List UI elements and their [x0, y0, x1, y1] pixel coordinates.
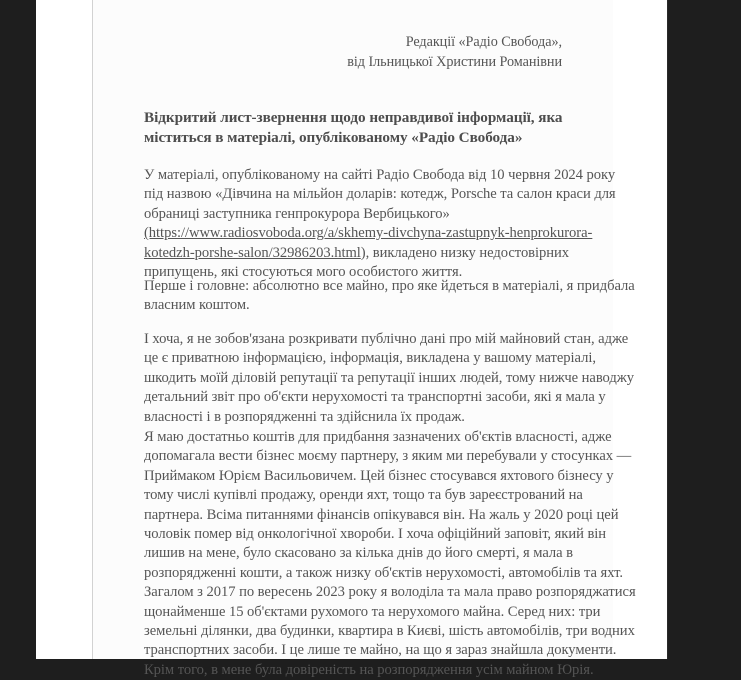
- paragraph-3: [144, 330, 635, 427]
- addressee-line-2: від Ільницької Христини Романівни: [347, 54, 562, 70]
- article-link-part-2[interactable]: kotedzh-porshe-salon/32986203.html: [144, 244, 361, 261]
- letter-title: [144, 108, 594, 149]
- title-line-2: міститься в матеріалі, опублікованому «Радіо Свобода»: [144, 129, 523, 147]
- viewer-left-margin: [0, 0, 36, 659]
- paragraph-line: Крім того, в мене була довіреність на розпорядження усім майном Юрія.: [144, 661, 594, 678]
- paragraph-line: земельні ділянки, два будинки, квартира в Києві, шість автомобілів, три водних: [144, 623, 635, 640]
- paragraph-line: [144, 244, 599, 263]
- paragraph-line: допомагала вести бізнес моєму партнеру, з яким ми перебували у стосунках —: [144, 448, 632, 465]
- paragraph-line: транспортних засоби. І це лише те майно, на що я зараз знайшла документи.: [144, 642, 617, 659]
- paragraph-line: партнера. Всіма питаннями фінансів опікувався він. На жаль у 2020 році цей: [144, 506, 619, 523]
- paragraph-line: власності і в розпорядженні та здійснила їх продаж.: [144, 408, 465, 425]
- paragraph-line: Загалом з 2017 по вересень 2023 року я володіла та мала право розпоряджатися: [144, 584, 636, 601]
- paragraph-line: власним коштом.: [144, 297, 250, 314]
- paragraph-line: У матеріалі, опублікованому на сайті Радіо Свобода від 10 червня 2024 року: [144, 167, 616, 183]
- paragraph-line: [144, 224, 599, 243]
- paragraph-2: [144, 277, 635, 316]
- paragraph-line: Я маю достатньо коштів для придбання зазначених об'єктів власності, адже: [144, 429, 612, 445]
- paragraph-line: це є приватною інформацією, інформація, викладена у вашому матеріалі,: [144, 350, 596, 367]
- paragraph-line: розпорядженні кошти, а також низку об'єктів нерухомості, автомобілів та яхт.: [144, 564, 623, 581]
- paragraph-4: [144, 428, 636, 680]
- document-page: [36, 0, 667, 678]
- paragraph-line: щонайменше 15 об'єктами рухомого та нерухомого майна. Серед них: три: [144, 603, 601, 620]
- paragraph-line: припущень, які стосуються мого особистого життя.: [144, 264, 463, 281]
- paragraph-line: детальний звіт про об'єкти нерухомості та транспортні засоби, які я мала у: [144, 389, 606, 406]
- paragraph-line: обраниці заступника генпрокурора Вербицького»: [144, 205, 450, 222]
- title-line-1: Відкритий лист-звернення щодо неправдивої інформації, яка: [144, 109, 563, 126]
- viewer-right-margin: [667, 0, 741, 659]
- paragraph-line: І хоча, я не зобов'язана розкривати публічно дані про мій майновий стан, адже: [144, 331, 629, 347]
- paragraph-line: Перше і головне: абсолютно все майно, про яке йдеться в матеріалі, я придбала: [144, 278, 635, 294]
- paragraph-line: лишив на мене, було скасовано за кілька днів до його смерті, я мала в: [144, 545, 574, 562]
- article-link-part-1[interactable]: (https://www.radiosvoboda.org/a/skhemy-divchyna-zastupnyk-henprokurora-: [144, 225, 593, 242]
- after-link-text: ), викладено низку недостовірних: [360, 244, 570, 261]
- paragraph-line: тому числі купівлі продажу, оренди яхт, тощо та був зареєстрований на: [144, 487, 583, 504]
- addressee-line-1: Редакції «Радіо Свобода»,: [405, 34, 562, 50]
- paragraph-line: шкодить моїй діловій репутації та репутації інших людей, тому нижче наводжу: [144, 369, 635, 386]
- paragraph-line: Приймаком Юрієм Васильовичем. Цей бізнес стосувався яхтового бізнесу у: [144, 467, 614, 484]
- paragraph-line: чоловік помер від онкологічної хвороби. І хоча офіційний заповіт, який він: [144, 526, 607, 543]
- paragraph-line: під назвою «Дівчина на мільйон доларів: котедж, Porsche та салон краси для: [144, 186, 616, 203]
- paragraph-1: [144, 166, 616, 282]
- addressee-block: [36, 32, 562, 72]
